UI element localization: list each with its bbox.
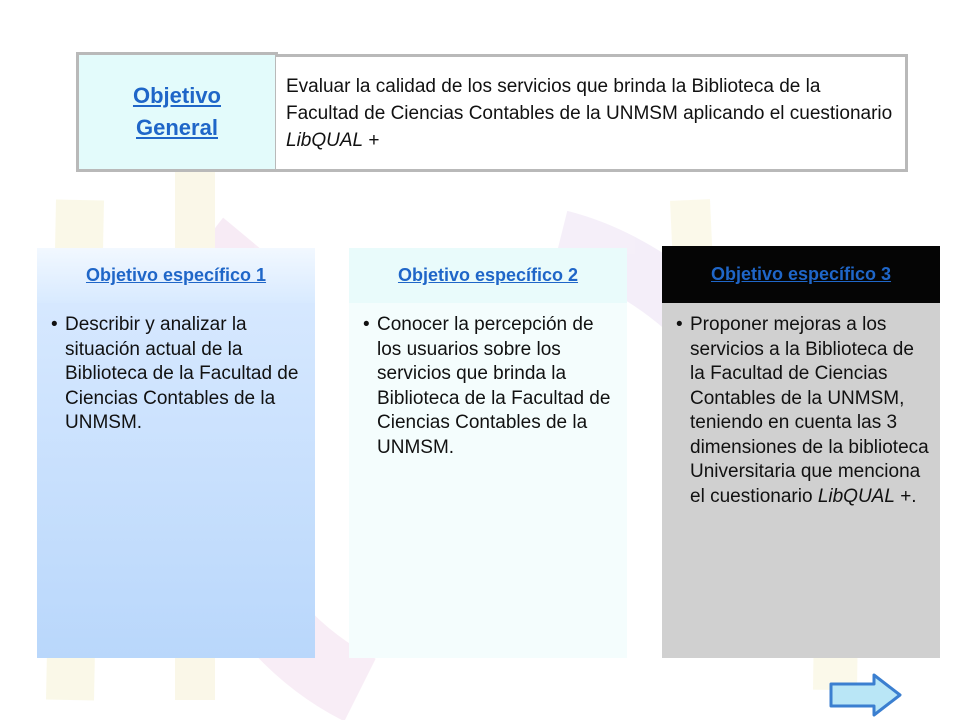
right-arrow-icon[interactable]	[828, 672, 904, 718]
general-objective-text-italic: LibQUAL	[286, 130, 364, 151]
general-objective-label-box[interactable]	[76, 52, 278, 172]
specific-objective-1-body	[37, 303, 315, 658]
general-objective-text-end: +	[363, 130, 380, 151]
specific-objective-2-body	[349, 303, 627, 658]
general-objective-text	[276, 54, 908, 172]
general-objective	[76, 52, 910, 174]
specific-objective-3-title[interactable]: Objetivo específico 3	[710, 264, 892, 284]
specific-objective-1-header[interactable]	[37, 248, 315, 303]
general-objective-text-main: Evaluar la calidad de los servicios que brinda la Biblioteca de la Facultad de Ciencias Contables de la UNMSM aplicando el cuestionario	[286, 76, 893, 124]
specific-objective-3-text-end: +.	[894, 485, 917, 507]
specific-objective-2-text: • Conocer la percepción de los usuarios sobre los servicios que brinda la Biblioteca de la Facultad de Ciencias Contables de la UNMSM.	[365, 313, 617, 460]
specific-objective-1	[37, 248, 315, 658]
specific-objective-2-header[interactable]	[349, 248, 627, 303]
specific-objective-2	[349, 248, 627, 658]
specific-objective-3-text-italic: LibQUAL	[817, 485, 895, 507]
specific-objective-1-text: • Describir y analizar la situación actual de la Biblioteca de la Facultad de Ciencias Contables de la UNMSM.	[53, 313, 305, 436]
specific-objective-3-body	[662, 303, 940, 658]
specific-objective-3-text: Proponer mejoras a los servicios a la Biblioteca de la Facultad de Ciencias Contables de la UNMSM, teniendo en cuenta las 3 dimensiones de la biblioteca Universitaria que menciona el cuestionario	[690, 314, 929, 507]
specific-objective-1-title[interactable]: Objetivo específico 1	[85, 265, 267, 285]
specific-objective-3-item	[678, 313, 930, 509]
specific-objective-3-header[interactable]	[662, 246, 940, 303]
general-objective-label[interactable]: Objetivo General	[132, 83, 221, 140]
specific-objective-3	[662, 246, 940, 658]
specific-objective-2-title[interactable]: Objetivo específico 2	[397, 265, 579, 285]
